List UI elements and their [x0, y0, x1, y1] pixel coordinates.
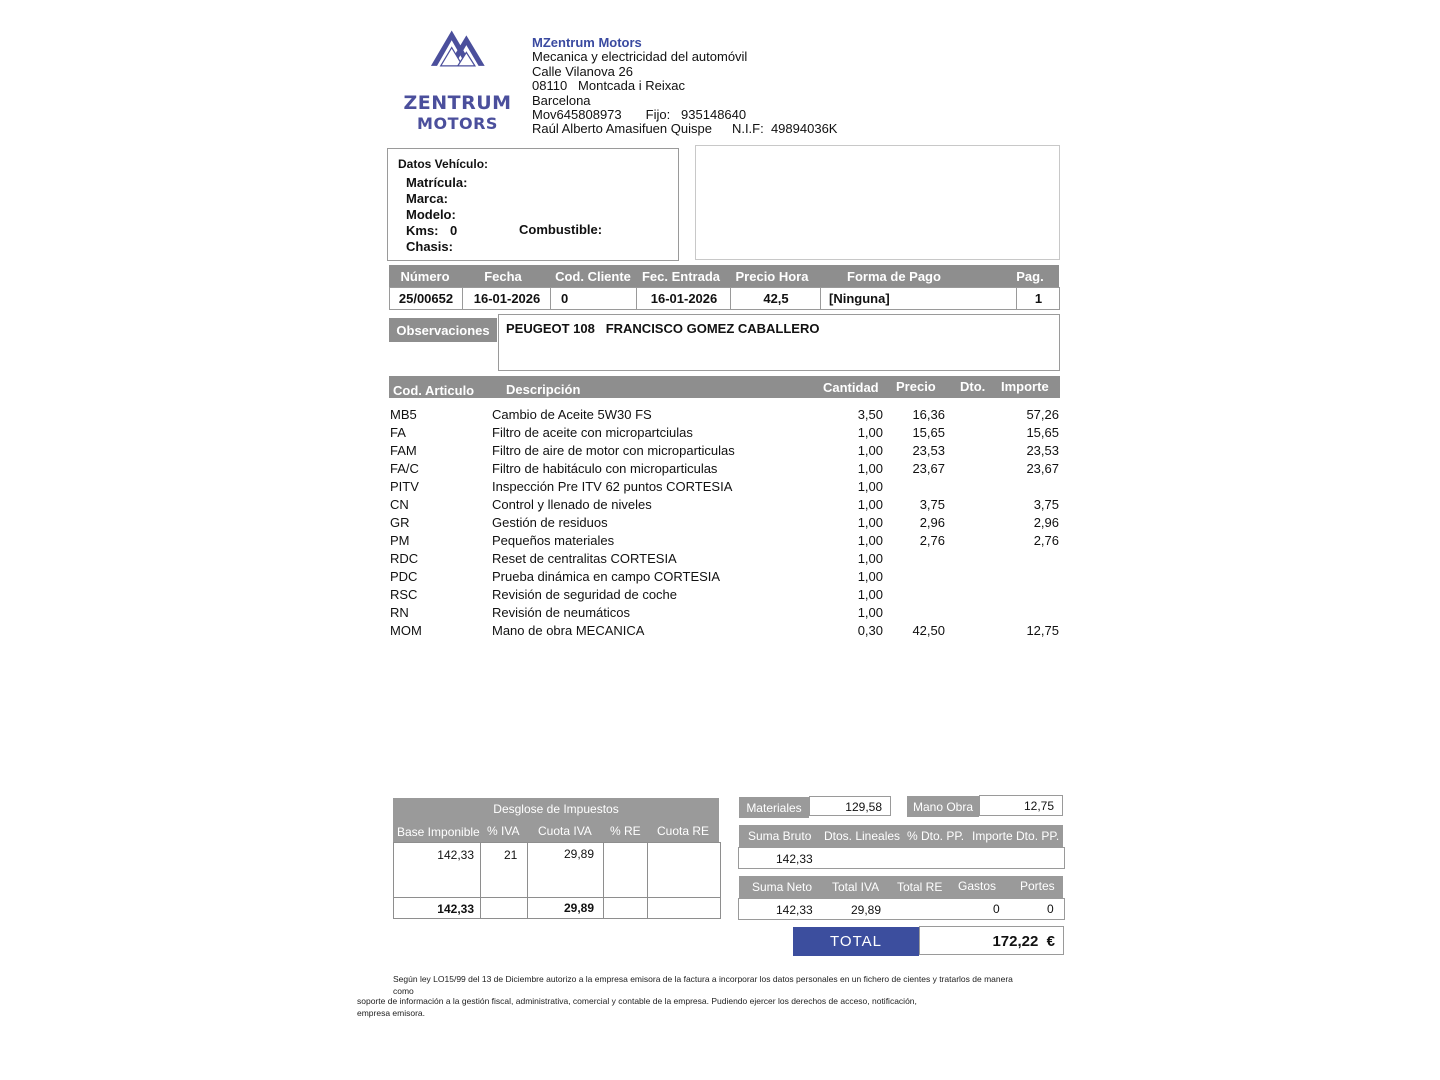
item-qty: 3,50: [857, 407, 883, 422]
item-amount: 23,53: [1026, 443, 1059, 458]
items-header-price: Precio: [896, 379, 936, 394]
gastos-value: 0: [993, 902, 1000, 916]
table-row: [389, 569, 1061, 587]
item-code: PITV: [390, 479, 419, 494]
net-value: 142,33: [776, 903, 813, 917]
net-header-suma-neto: Suma Neto: [752, 880, 813, 894]
item-code: MB5: [390, 407, 417, 422]
tax-total-cuota: 29,89: [563, 901, 594, 915]
gross-values: [738, 847, 1065, 869]
total-label: TOTAL: [793, 927, 919, 956]
gross-header-dtos: Dtos. Lineales: [824, 829, 901, 843]
tax-iva: 21: [504, 848, 518, 862]
item-desc: Cambio de Aceite 5W30 FS: [492, 407, 652, 422]
item-code: RN: [390, 605, 409, 620]
item-code: FAM: [390, 443, 417, 458]
item-code: FA: [390, 425, 406, 440]
company-phone-label: Fijo:: [645, 107, 671, 123]
tax-table-body: [393, 842, 721, 919]
company-city-line: [532, 79, 837, 93]
company-phone: 935148640: [681, 107, 747, 123]
item-amount: 57,26: [1026, 407, 1059, 422]
total-iva-value: 29,89: [851, 903, 882, 917]
table-row: [389, 515, 1061, 533]
item-amount: 23,67: [1026, 461, 1059, 476]
invoice-header-bar: [389, 265, 1059, 287]
item-code: PDC: [390, 569, 418, 584]
vehicle-box: [387, 148, 679, 261]
company-owner-line: [532, 122, 837, 136]
item-code: MOM: [390, 623, 422, 638]
client-box: [695, 145, 1060, 260]
net-header-portes: Portes: [1020, 879, 1055, 893]
tax-cuota: 29,89: [563, 847, 594, 861]
item-desc: Prueba dinámica en campo CORTESIA: [492, 569, 721, 584]
net-header-gastos: Gastos: [958, 879, 997, 893]
item-code: GR: [390, 515, 410, 530]
item-price: 15,65: [912, 425, 945, 440]
tax-base: 142,33: [437, 848, 474, 862]
vehicle-plate-label: Matrícula:: [406, 175, 468, 190]
total-value: 172,22 €: [919, 926, 1064, 955]
item-qty: 1,00: [857, 443, 883, 458]
item-qty: 1,00: [857, 515, 883, 530]
invoice-cod-cliente: 0: [550, 288, 638, 309]
invoice-numero: 25/00652: [398, 291, 454, 306]
table-row: [389, 479, 1061, 497]
legal-line-4: empresa emisora.: [357, 1008, 426, 1018]
header-fecha: Fecha: [484, 268, 522, 284]
table-row: [389, 587, 1061, 605]
table-row: [389, 605, 1061, 623]
tax-title: Desglose de Impuestos: [493, 802, 619, 816]
vehicle-kms-label: Kms:: [406, 223, 439, 238]
item-qty: 1,00: [857, 425, 883, 440]
item-qty: 1,00: [857, 497, 883, 512]
table-row: [389, 623, 1061, 641]
tax-header-re: % RE: [610, 824, 641, 838]
company-postal: 08110: [532, 78, 568, 94]
item-desc: Filtro de habitáculo con microparticulas: [492, 461, 718, 476]
item-amount: 2,96: [1033, 515, 1059, 530]
item-desc: Control y llenado de niveles: [492, 497, 652, 512]
labor-label: Mano Obra: [907, 796, 979, 817]
table-row: [389, 425, 1061, 443]
table-row: [389, 461, 1061, 479]
item-desc: Revisión de neumáticos: [492, 605, 631, 620]
tax-total-base: 142,33: [437, 902, 474, 916]
item-desc: Filtro de aire de motor con microparticulas: [492, 443, 735, 458]
company-address: Calle Vilanova 26: [532, 63, 633, 79]
company-city: Montcada i Reixac: [578, 78, 685, 94]
company-mobile: Mov645808973: [532, 107, 622, 123]
vehicle-brand-label: Marca:: [406, 191, 448, 206]
item-qty: 1,00: [857, 551, 883, 566]
legal-line-1: Según ley LO15/99 del 13 de Diciembre autorizo a la empresa emisora de la factura a incorporar los datos personales en un fichero de cientes y tratarlos de manera: [393, 974, 1013, 984]
item-qty: 1,00: [857, 587, 883, 602]
item-amount: 15,65: [1026, 425, 1059, 440]
header-numero: Número: [400, 268, 450, 284]
items-header-amount: Importe: [1001, 379, 1049, 394]
item-code: FA/C: [390, 461, 419, 476]
item-price: 23,53: [912, 443, 945, 458]
items-header-desc: Descripción: [506, 382, 581, 397]
company-province: Barcelona: [532, 92, 591, 108]
net-header: [739, 876, 1063, 898]
item-code: CN: [390, 497, 409, 512]
item-amount: 3,75: [1033, 497, 1059, 512]
company-nif-label: N.I.F:: [731, 121, 764, 137]
item-desc: Inspección Pre ITV 62 puntos CORTESIA: [492, 479, 733, 494]
net-header-total-iva: Total IVA: [832, 880, 880, 894]
tax-header-base: Base Imponible: [397, 825, 480, 839]
invoice-values-row: [389, 287, 1060, 310]
invoice-fecha: 16-01-2026: [462, 288, 551, 309]
vehicle-chassis-label: Chasis:: [406, 239, 453, 254]
observations-box: [498, 314, 1060, 371]
gross-header-importe-dto: Importe Dto. PP.: [972, 829, 1060, 843]
company-name: MZentrum Motors: [532, 35, 642, 50]
net-header-total-re: Total RE: [897, 880, 943, 894]
tax-header-cuota-iva: Cuota IVA: [538, 824, 592, 838]
item-price: 2,76: [919, 533, 945, 548]
item-price: 16,36: [912, 407, 945, 422]
legal-line-3: soporte de información a la gestión fiscal, administrativa, comercial y contable de la empresa. Pudiendo ejercer los derechos de acceso, notificación,: [357, 996, 917, 1006]
table-row: [389, 443, 1061, 461]
item-qty: 1,00: [857, 461, 883, 476]
item-desc: Mano de obra MECANICA: [492, 623, 645, 638]
invoice-forma-pago: [Ninguna]: [820, 288, 1016, 309]
table-row: [389, 407, 1061, 425]
item-amount: 2,76: [1033, 533, 1059, 548]
observations-label: Observaciones: [389, 318, 497, 342]
gross-header-suma-bruto: Suma Bruto: [748, 829, 812, 843]
item-qty: 1,00: [857, 533, 883, 548]
items-header-disc: Dto.: [960, 379, 986, 394]
items-header-code: Cod. Articulo: [393, 383, 475, 398]
item-price: 42,50: [912, 623, 945, 638]
vehicle-kms-value: 0: [450, 223, 458, 238]
gross-value: 142,33: [776, 852, 813, 866]
portes-value: 0: [1047, 902, 1054, 916]
item-code: RSC: [390, 587, 418, 602]
items-header-bar: [389, 376, 1060, 398]
items-header-qty: Cantidad: [823, 380, 879, 395]
company-info: [532, 36, 837, 137]
company-nif: 49894036K: [770, 121, 838, 137]
tax-header: [393, 798, 719, 842]
item-price: 23,67: [912, 461, 945, 476]
item-code: RDC: [390, 551, 419, 566]
logo-text-zentrum: ZENTRUM: [403, 92, 512, 114]
vehicle-model-label: Modelo:: [406, 207, 456, 222]
table-row: [389, 551, 1061, 569]
gross-header: [739, 825, 1063, 847]
item-qty: 1,00: [857, 479, 883, 494]
item-qty: 1,00: [857, 605, 883, 620]
company-owner: Raúl Alberto Amasifuen Quispe: [532, 121, 712, 137]
header-fec-entrada: Fec. Entrada: [641, 268, 721, 284]
logo-text-motors: MOTORS: [417, 114, 498, 133]
header-forma-pago: Forma de Pago: [847, 268, 941, 284]
item-amount: 12,75: [1026, 623, 1059, 638]
invoice-precio-hora: 42,5: [730, 288, 821, 309]
materials-value: 129,58: [809, 796, 891, 816]
item-desc: Reset de centralitas CORTESIA: [492, 551, 677, 566]
item-code: PM: [390, 533, 410, 548]
legal-line-2: como: [393, 986, 414, 996]
item-price: 3,75: [919, 497, 945, 512]
invoice-fec-entrada: 16-01-2026: [636, 288, 731, 309]
tax-header-iva: % IVA: [487, 824, 520, 838]
gross-header-dto-pp: % Dto. PP.: [907, 829, 965, 843]
vehicle-title: Datos Vehículo:: [398, 157, 489, 171]
item-desc: Gestión de residuos: [492, 515, 608, 530]
table-row: [389, 533, 1061, 551]
vehicle-fuel-label: Combustible:: [519, 222, 603, 237]
item-desc: Filtro de aceite con micropartciulas: [492, 425, 693, 440]
zentrum-logo-icon: [400, 28, 515, 94]
tax-header-cuota-re: Cuota RE: [657, 824, 710, 838]
materials-label: Materiales: [739, 797, 809, 818]
invoice-pag: 1: [1016, 288, 1060, 309]
item-qty: 0,30: [857, 623, 883, 638]
header-cod-cliente: Cod. Cliente: [555, 268, 631, 284]
item-desc: Revisión de seguridad de coche: [492, 587, 678, 602]
company-phones: [532, 108, 837, 122]
labor-value: 12,75: [979, 795, 1063, 816]
header-pag: Pag.: [1016, 268, 1044, 284]
table-row: [389, 497, 1061, 515]
observations-text: PEUGEOT 108 FRANCISCO GOMEZ CABALLERO: [506, 321, 820, 336]
item-qty: 1,00: [857, 569, 883, 584]
company-activity: Mecanica y electricidad del automóvil: [532, 49, 748, 65]
item-price: 2,96: [919, 515, 945, 530]
item-desc: Pequeños materiales: [492, 533, 615, 548]
net-values: [738, 898, 1065, 920]
header-precio-hora: Precio Hora: [735, 268, 809, 284]
